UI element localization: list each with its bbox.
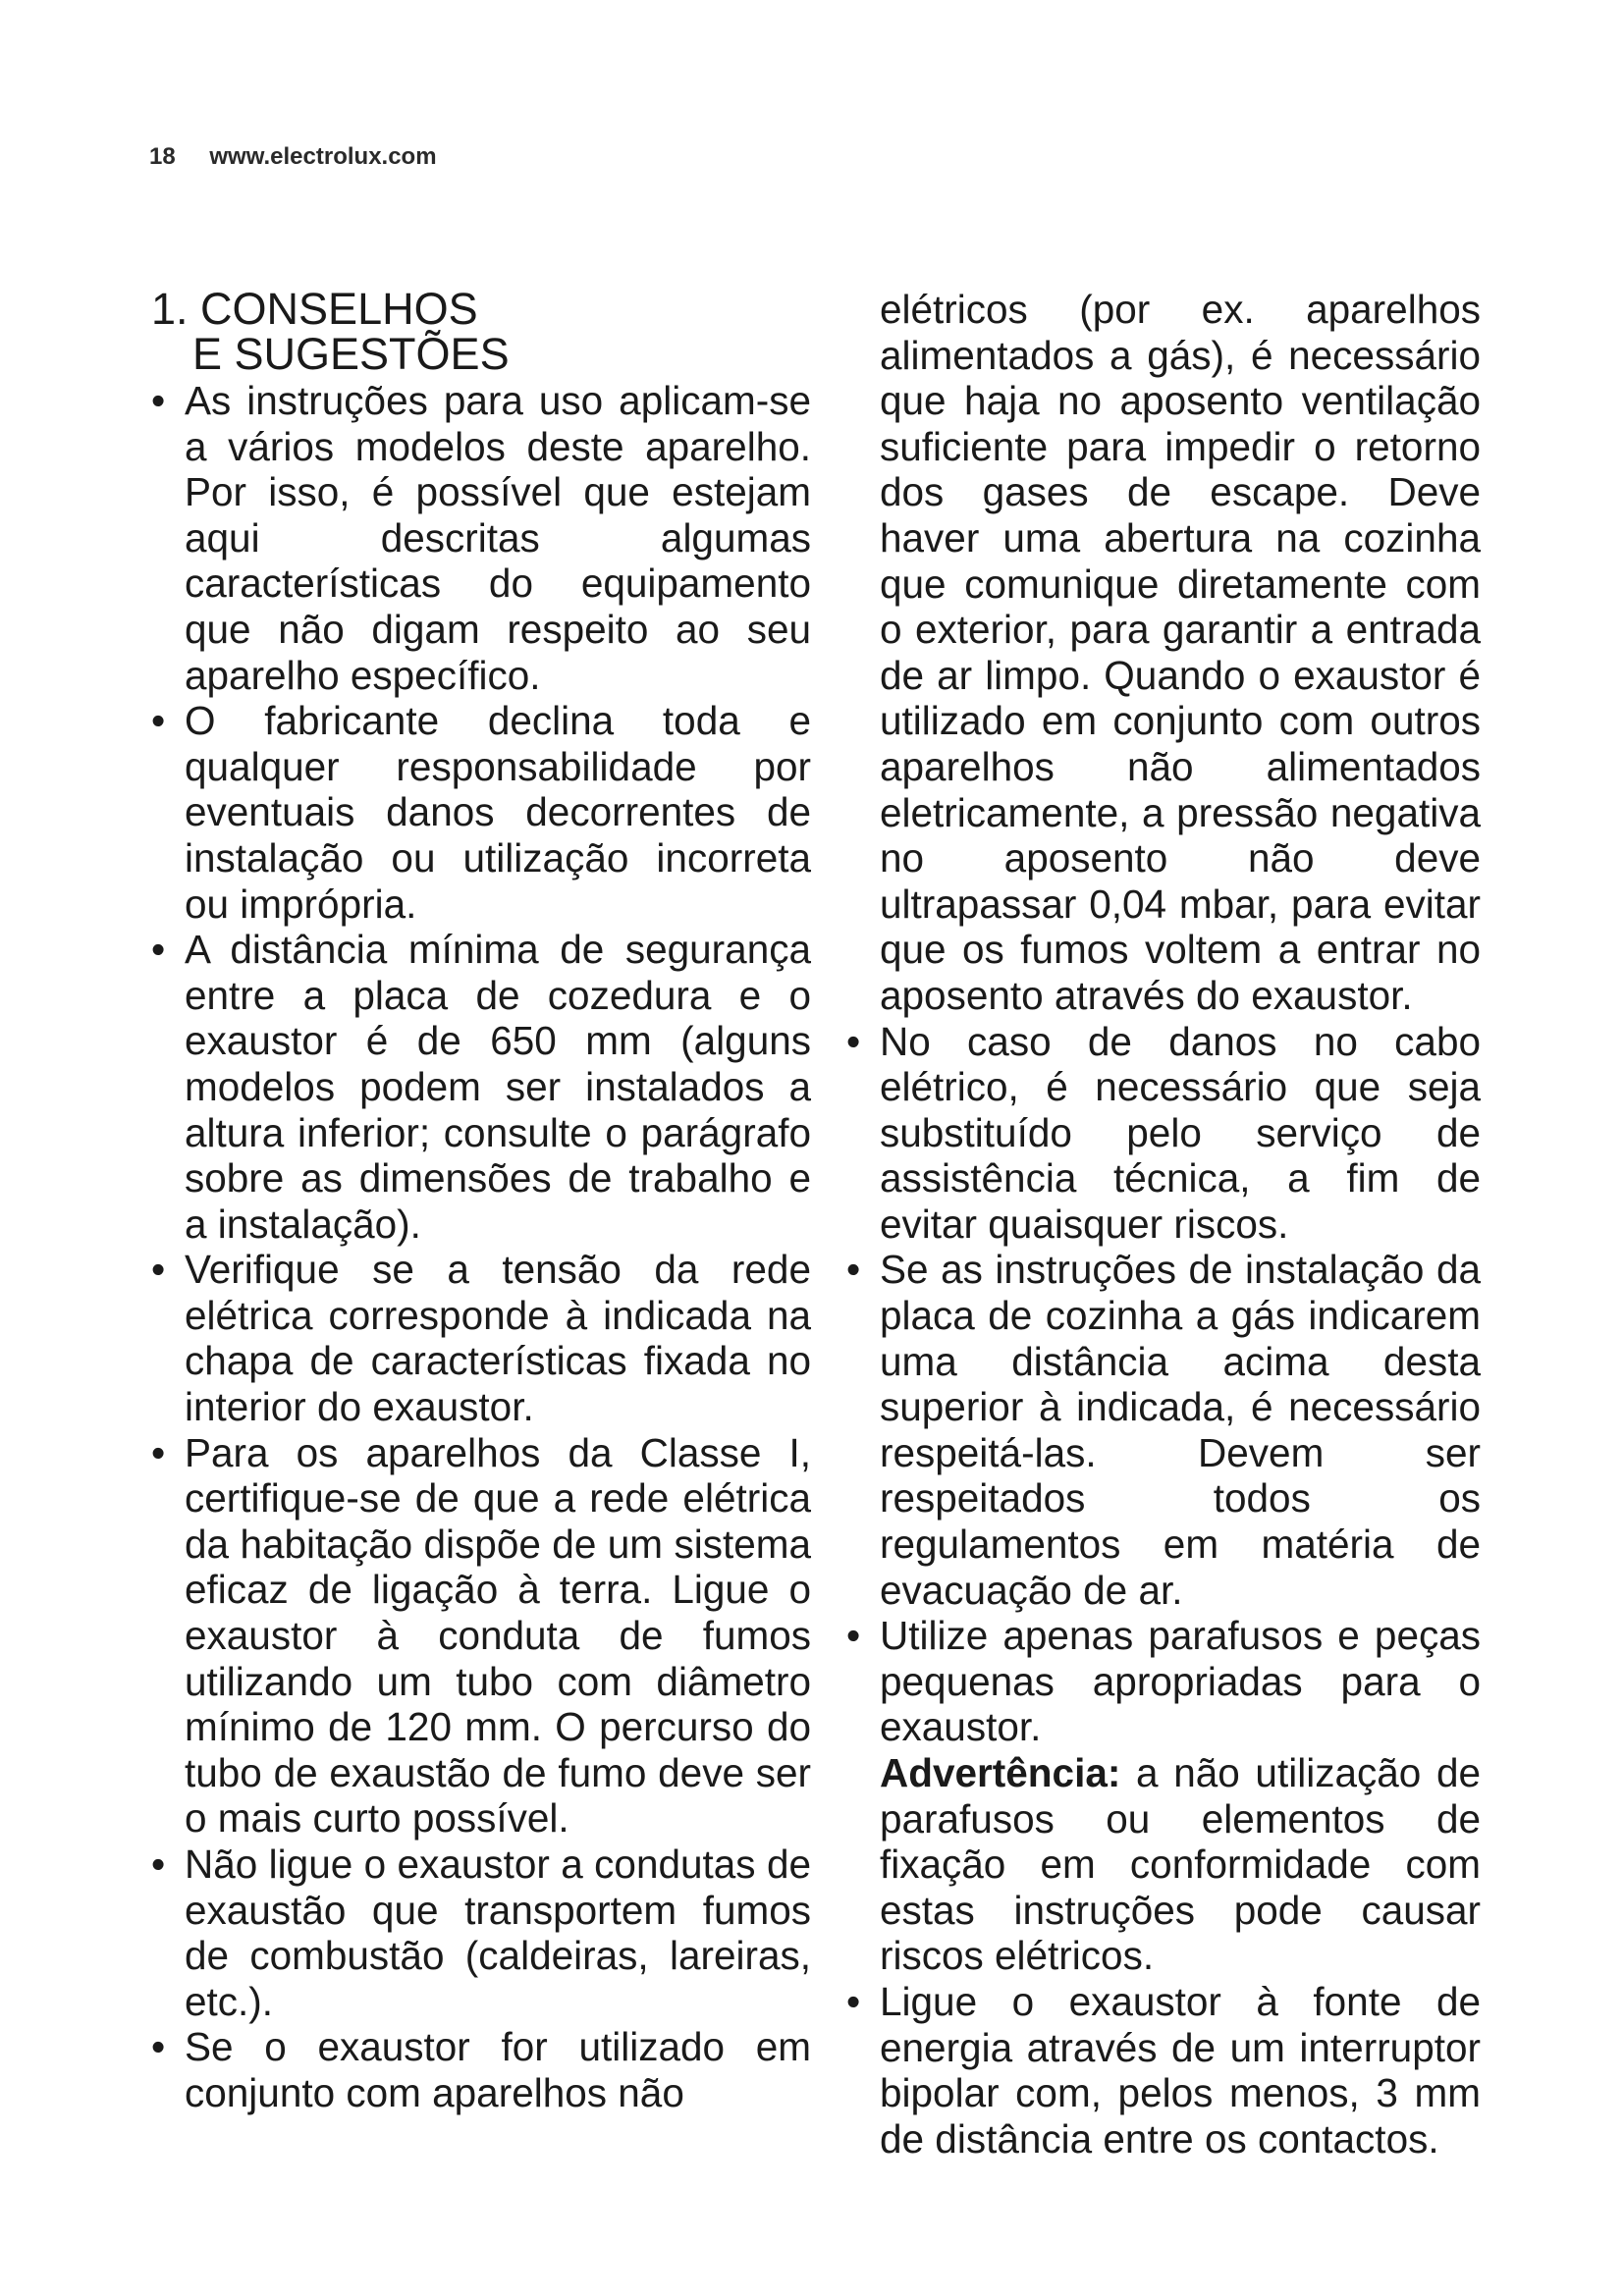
section-title — [151, 284, 811, 379]
page-number: 18 — [149, 143, 176, 170]
list-item — [147, 1842, 811, 2024]
bullet: • — [151, 2024, 166, 2070]
section-number: 1. — [151, 284, 189, 334]
list-item — [842, 1019, 1481, 1248]
list-item-text: O fabricante declina toda e qualquer responsabilidade por eventuais danos decorrentes de instalação ou utilização incorreta ou imprópria. — [185, 698, 811, 927]
list-item — [842, 1247, 1481, 1613]
continued-paragraph: elétricos (por ex. aparelhos alimentados a gás), é necessário que haja no aposento ventilação suficiente para impedir o retorno dos gases de escape. Deve haver uma abertura na cozinha que comunique diretamente com o exterior, para garantir a entrada de ar limpo. Quando o exaustor é utilizado em conjunto com outros aparelhos não alimentados eletricamente, a pressão negativa no aposento não deve ultrapassar 0,04 mbar, para evitar que os fumos voltem a entrar no aposento através do exaustor. — [880, 287, 1481, 1018]
section-title-line1: CONSELHOS — [200, 284, 478, 334]
bullet: • — [846, 1018, 861, 1064]
section-title-line2: E SUGESTÕES — [192, 329, 510, 379]
list-item — [147, 1430, 811, 1842]
list-item-text: Se o exaustor for utilizado em conjunto com aparelhos não — [185, 2024, 811, 2115]
warning-text: a não utilização de parafusos ou elementos de fixação em conformidade com estas instruções pode causar riscos elétricos. — [880, 1750, 1481, 1979]
list-item — [842, 1613, 1481, 1750]
warning-note — [842, 1750, 1481, 1979]
bullet: • — [846, 1613, 861, 1659]
list-item-text: A distância mínima de segurança entre a placa de cozedura e o exaustor é de 650 mm (alguns modelos podem ser instalados a altura inferior; consulte o parágrafo sobre as dimensões de trabalho e a instalação). — [185, 927, 811, 1247]
bullet: • — [151, 927, 166, 973]
bullet: • — [846, 1247, 861, 1293]
left-column — [147, 284, 811, 2116]
bullet: • — [151, 1429, 166, 1475]
bullet: • — [151, 698, 166, 744]
list-item-text: As instruções para uso aplicam-se a vários modelos deste aparelho. Por isso, é possível que estejam aqui descritas algumas características do equipamento que não digam respeito ao seu aparelho específico. — [185, 378, 811, 698]
list-item-text: Não ligue o exaustor a condutas de exaustão que transportem fumos de combustão (caldeiras, lareiras, etc.). — [185, 1842, 811, 2024]
list-item — [147, 927, 811, 1247]
list-item — [147, 1247, 811, 1429]
list-item — [147, 2024, 811, 2115]
list-item-text: Utilize apenas parafusos e peças pequenas apropriadas para o exaustor. — [880, 1613, 1481, 1750]
list-item-text: Verifique se a tensão da rede elétrica corresponde à indicada na chapa de características fixada no interior do exaustor. — [185, 1247, 811, 1430]
website-url: www.electrolux.com — [209, 143, 437, 170]
bullet: • — [151, 378, 166, 423]
bullet: • — [846, 1978, 861, 2024]
warning-label: Advertência: — [880, 1750, 1121, 1795]
page-header — [149, 143, 437, 171]
list-item-text: Se as instruções de instalação da placa de cozinha a gás indicarem uma distância acima desta superior à indicada, é necessário respeitá-las. Devem ser respeitados todos os regulamentos em matéria de evacuação de ar. — [880, 1247, 1481, 1613]
list-item-text: Ligue o exaustor à fonte de energia através de um interruptor bipolar com, pelos menos, 3 mm de distância entre os contactos. — [880, 1978, 1481, 2162]
list-item-text: Para os aparelhos da Classe I, certifique-se de que a rede elétrica da habitação dispõe de um sistema eficaz de ligação à terra. Ligue o exaustor à conduta de fumos utilizando um tubo com diâmetro mínimo de 120 mm. O percurso do tubo de exaustão de fumo deve ser o mais curto possível. — [185, 1429, 811, 1842]
bullet: • — [151, 1842, 166, 1887]
bullet: • — [151, 1247, 166, 1293]
list-item — [147, 378, 811, 698]
right-column — [842, 287, 1481, 2162]
list-item — [147, 698, 811, 927]
list-item-text: No caso de danos no cabo elétrico, é necessário que seja substituído pelo serviço de assistência técnica, a fim de evitar quaisquer riscos. — [880, 1018, 1481, 1247]
list-item — [842, 1979, 1481, 2162]
